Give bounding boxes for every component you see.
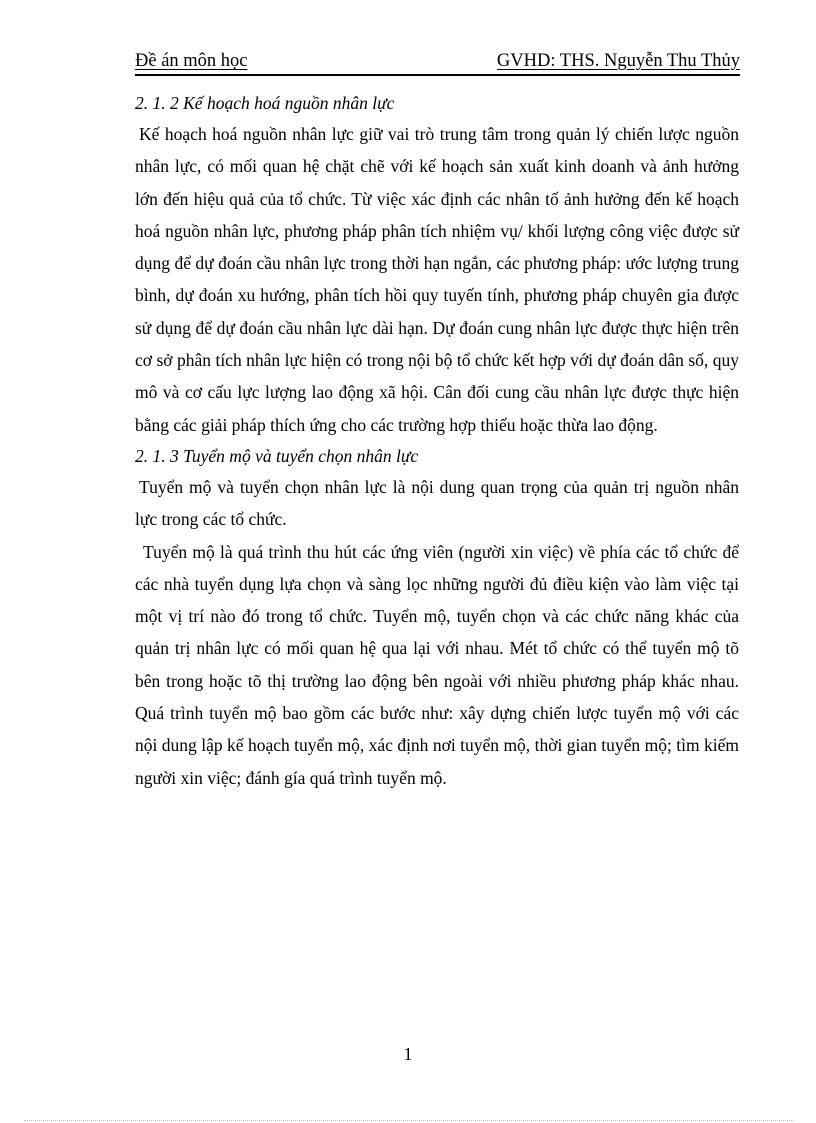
- page-bottom-divider: [24, 1120, 794, 1121]
- page-number: 1: [403, 1044, 413, 1064]
- section-heading-2-1-2: 2. 1. 2 Kế hoạch hoá nguồn nhân lực: [135, 93, 395, 113]
- header-supervisor: GVHD: THS. Nguyễn Thu Thủy: [496, 51, 740, 71]
- paragraph-workforce-planning: Kế hoạch hoá nguồn nhân lực giữ vai trò trung tâm trong quản lý chiến lược nguồn nhân lực, có mối quan hệ chặt chẽ với kế hoạch sản xuất kinh doanh và ảnh hưởng lớn đến hiệu quả của tổ chức. Từ việc xác định các nhân tố ảnh hưởng đến kế hoạch hoá nguồn nhân lực, phương pháp phân tích nhiệm vụ/ khối lượng công việc được sử dụng để dự đoán cầu nhân lực trong thời hạn ngắn, các phương pháp: ước lượng trung bình, dự đoán xu hướng, phân tích hồi quy tuyến tính, phương pháp chuyên gia được sử dụng để dự đoán cầu nhân lực dài hạn. Dự đoán cung nhân lực được thực hiện trên cơ sở phân tích nhân lực hiện có trong nội bộ tổ chức kết hợp với dự đoán dân số, quy mô và cơ cấu lực lượng lao động xã hội. Cân đối cung cầu nhân lực được thực hiện bằng các giải pháp thích ứng cho các trường hợp thiếu hoặc thừa lao động.: [135, 124, 739, 435]
- header-course-title: Đề án môn học: [135, 51, 248, 71]
- document-body: [135, 88, 739, 794]
- paragraph-recruitment-process: Tuyển mộ là quá trình thu hút các ứng viên (người xin việc) về phía các tổ chức để các nhà tuyển dụng lựa chọn và sàng lọc những người đủ điều kiện vào làm việc tại một vị trí nào đó trong tổ chức. Tuyển mộ, tuyển chọn và các chức năng khác của quản trị nhân lực có mối quan hệ qua lại với nhau. Mét tổ chức có thể tuyển mộ tõ bên trong hoặc tõ thị trường lao động bên ngoài với nhiều phương pháp khác nhau. Quá trình tuyển mộ bao gồm các bước như: xây dựng chiến lược tuyển mộ với các nội dung lập kế hoạch tuyển mộ, xác định nơi tuyển mộ, thời gian tuyển mộ; tìm kiếm người xin việc; đánh gía quá trình tuyển mộ.: [135, 541, 739, 788]
- page-header: [135, 48, 740, 76]
- paragraph-recruitment-intro: Tuyển mộ và tuyển chọn nhân lực là nội dung quan trọng của quản trị nguồn nhân lực trong các tổ chức.: [135, 476, 739, 530]
- section-heading-2-1-3: 2. 1. 3 Tuyển mộ và tuyển chọn nhân lực: [135, 445, 419, 466]
